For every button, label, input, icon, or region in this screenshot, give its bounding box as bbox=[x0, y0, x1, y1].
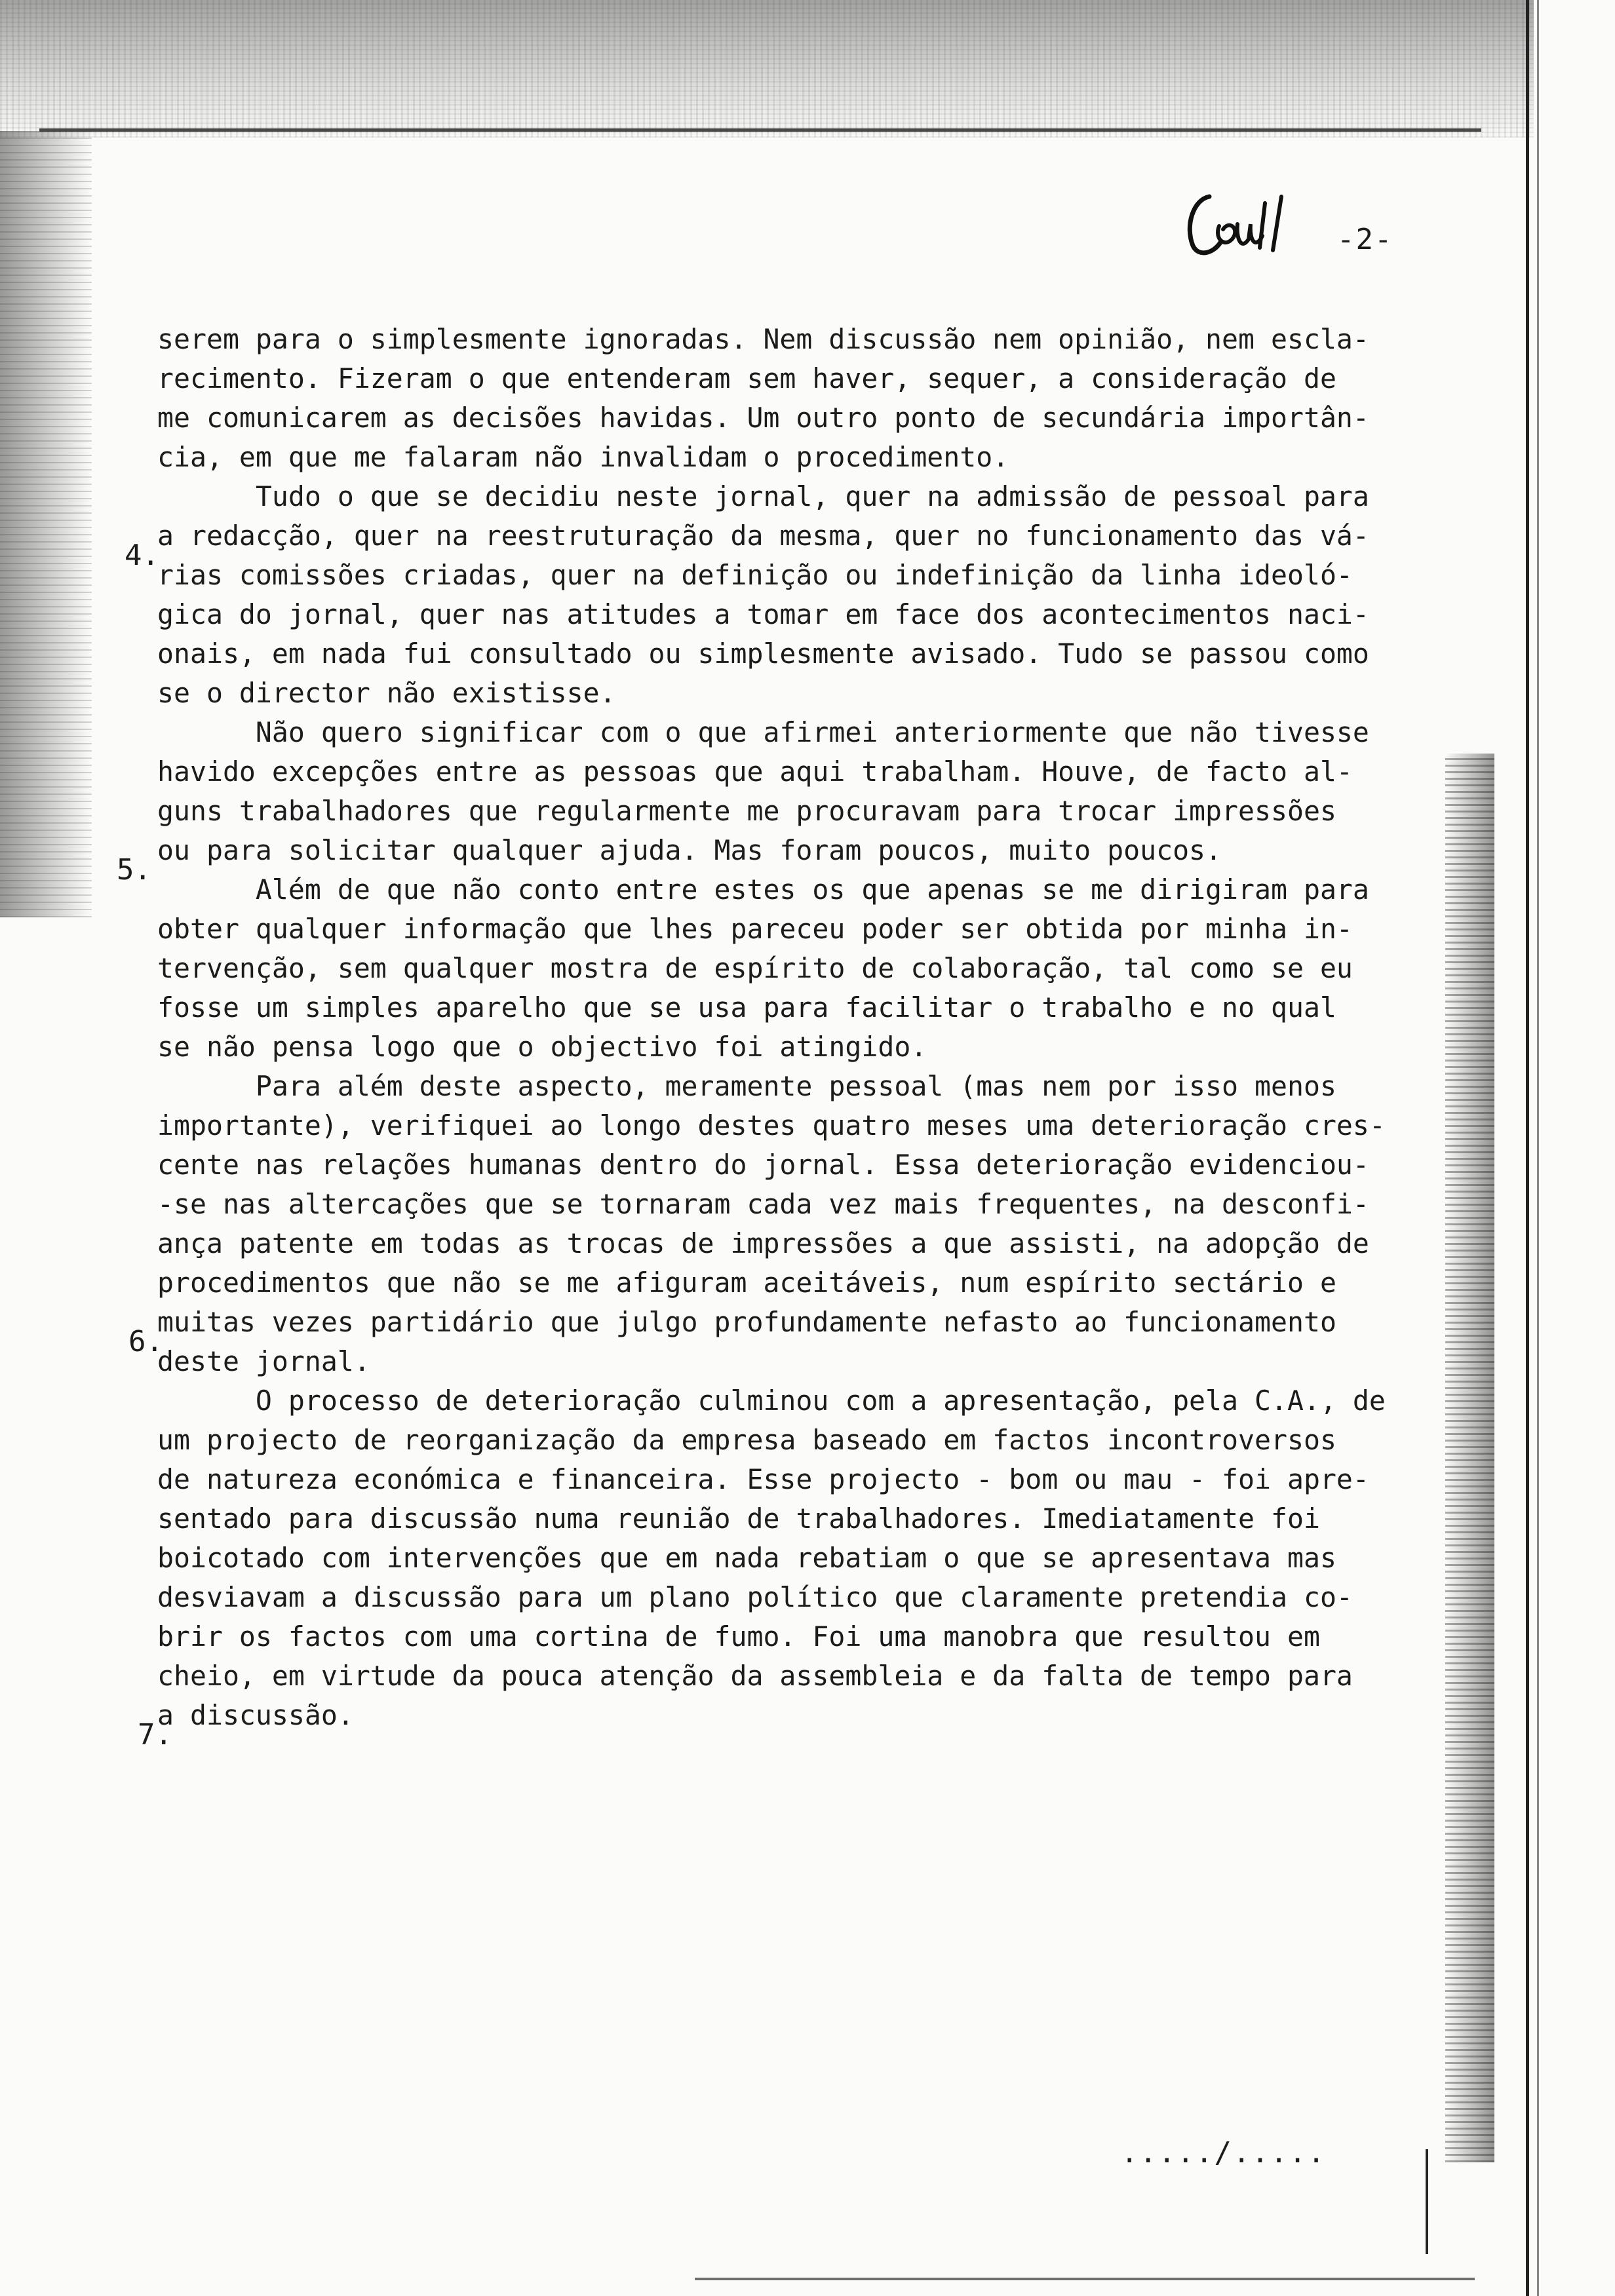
letter-body bbox=[157, 320, 1442, 1735]
text-line: havido excepções entre as pessoas que aqui trabalham. Houve, de facto al- bbox=[157, 756, 1353, 788]
text-line: desviavam a discussão para um plano político que claramente pretendia co- bbox=[157, 1581, 1353, 1613]
text-line: -se nas altercações que se tornaram cada vez mais frequentes, na desconfi- bbox=[157, 1188, 1369, 1220]
top-rule bbox=[39, 128, 1481, 132]
text-line: cheio, em virtude da pouca atenção da assembleia e da falta de tempo para bbox=[157, 1660, 1353, 1692]
page-edge-line bbox=[1526, 0, 1529, 2296]
scan-noise-top bbox=[0, 0, 1534, 138]
text-line: um projecto de reorganização da empresa baseado em factos incontroversos bbox=[157, 1424, 1336, 1456]
text-line: guns trabalhadores que regularmente me procuravam para trocar impressões bbox=[157, 795, 1336, 827]
text-line: a redacção, quer na reestruturação da mesma, quer no funcionamento das vá- bbox=[157, 520, 1369, 552]
text-line: rias comissões criadas, quer na definição ou indefinição da linha ideoló- bbox=[157, 559, 1353, 591]
paragraph-number-5: 5. bbox=[117, 853, 151, 887]
text-line: serem para o simplesmente ignoradas. Nem discussão nem opinião, nem escla- bbox=[157, 323, 1369, 355]
text-line: Além de que não conto entre estes os que apenas se me dirigiram para bbox=[157, 873, 1369, 906]
text-line: tervenção, sem qualquer mostra de espírito de colaboração, tal como se eu bbox=[157, 952, 1353, 984]
paragraph-number-7: 7. bbox=[138, 1718, 172, 1751]
text-line: Não quero significar com o que afirmei anteriormente que não tivesse bbox=[157, 716, 1369, 748]
scan-noise-right bbox=[1445, 754, 1494, 2162]
text-line: obter qualquer informação que lhes pareceu poder ser obtida por minha in- bbox=[157, 913, 1353, 945]
text-line: ou para solicitar qualquer ajuda. Mas foram poucos, muito poucos. bbox=[157, 834, 1222, 866]
page-number: -2- bbox=[1337, 223, 1393, 256]
text-line: se não pensa logo que o objectivo foi atingido. bbox=[157, 1031, 927, 1063]
text-line: brir os factos com uma cortina de fumo. Foi uma manobra que resultou em bbox=[157, 1620, 1320, 1653]
text-line: ança patente em todas as trocas de impressões a que assisti, na adopção de bbox=[157, 1227, 1369, 1259]
page-edge-line-secondary bbox=[1537, 0, 1539, 2296]
continuation-mark: ...../..... bbox=[1121, 2136, 1327, 2170]
handwritten-signature bbox=[1173, 177, 1311, 262]
text-line: boicotado com intervenções que em nada rebatiam o que se apresentava mas bbox=[157, 1542, 1336, 1574]
text-line: cia, em que me falaram não invalidam o procedimento. bbox=[157, 441, 1009, 473]
text-line: me comunicarem as decisões havidas. Um outro ponto de secundária importân- bbox=[157, 402, 1369, 434]
text-line: procedimentos que não se me afiguram aceitáveis, num espírito sectário e bbox=[157, 1267, 1336, 1299]
text-line: Tudo o que se decidiu neste jornal, quer na admissão de pessoal para bbox=[157, 480, 1369, 512]
text-line: gica do jornal, quer nas atitudes a tomar em face dos acontecimentos naci- bbox=[157, 598, 1369, 630]
text-line: importante), verifiquei ao longo destes quatro meses uma deterioração cres- bbox=[157, 1109, 1386, 1141]
text-line: muitas vezes partidário que julgo profundamente nefasto ao funcionamento bbox=[157, 1306, 1336, 1338]
text-line: sentado para discussão numa reunião de trabalhadores. Imediatamente foi bbox=[157, 1502, 1320, 1535]
text-line: deste jornal. bbox=[157, 1345, 370, 1377]
text-line: Para além deste aspecto, meramente pessoal (mas nem por isso menos bbox=[157, 1070, 1336, 1102]
text-line: se o director não existisse. bbox=[157, 677, 616, 709]
text-line: de natureza económica e financeira. Esse projecto - bom ou mau - foi apre- bbox=[157, 1463, 1369, 1495]
scan-noise-left bbox=[0, 131, 92, 917]
bottom-rule bbox=[695, 2278, 1475, 2280]
text-line: a discussão. bbox=[157, 1699, 354, 1731]
text-line: O processo de deterioração culminou com a apresentação, pela C.A., de bbox=[157, 1385, 1386, 1417]
text-line: onais, em nada fui consultado ou simplesmente avisado. Tudo se passou como bbox=[157, 638, 1369, 670]
bottom-corner-mark bbox=[1426, 2149, 1428, 2254]
paragraph-number-4: 4. bbox=[125, 539, 159, 572]
text-line: fosse um simples aparelho que se usa para facilitar o trabalho e no qual bbox=[157, 991, 1336, 1024]
text-line: cente nas relações humanas dentro do jornal. Essa deterioração evidenciou- bbox=[157, 1149, 1369, 1181]
text-line: recimento. Fizeram o que entenderam sem haver, sequer, a consideração de bbox=[157, 362, 1336, 394]
paragraph-number-6: 6. bbox=[128, 1325, 163, 1358]
